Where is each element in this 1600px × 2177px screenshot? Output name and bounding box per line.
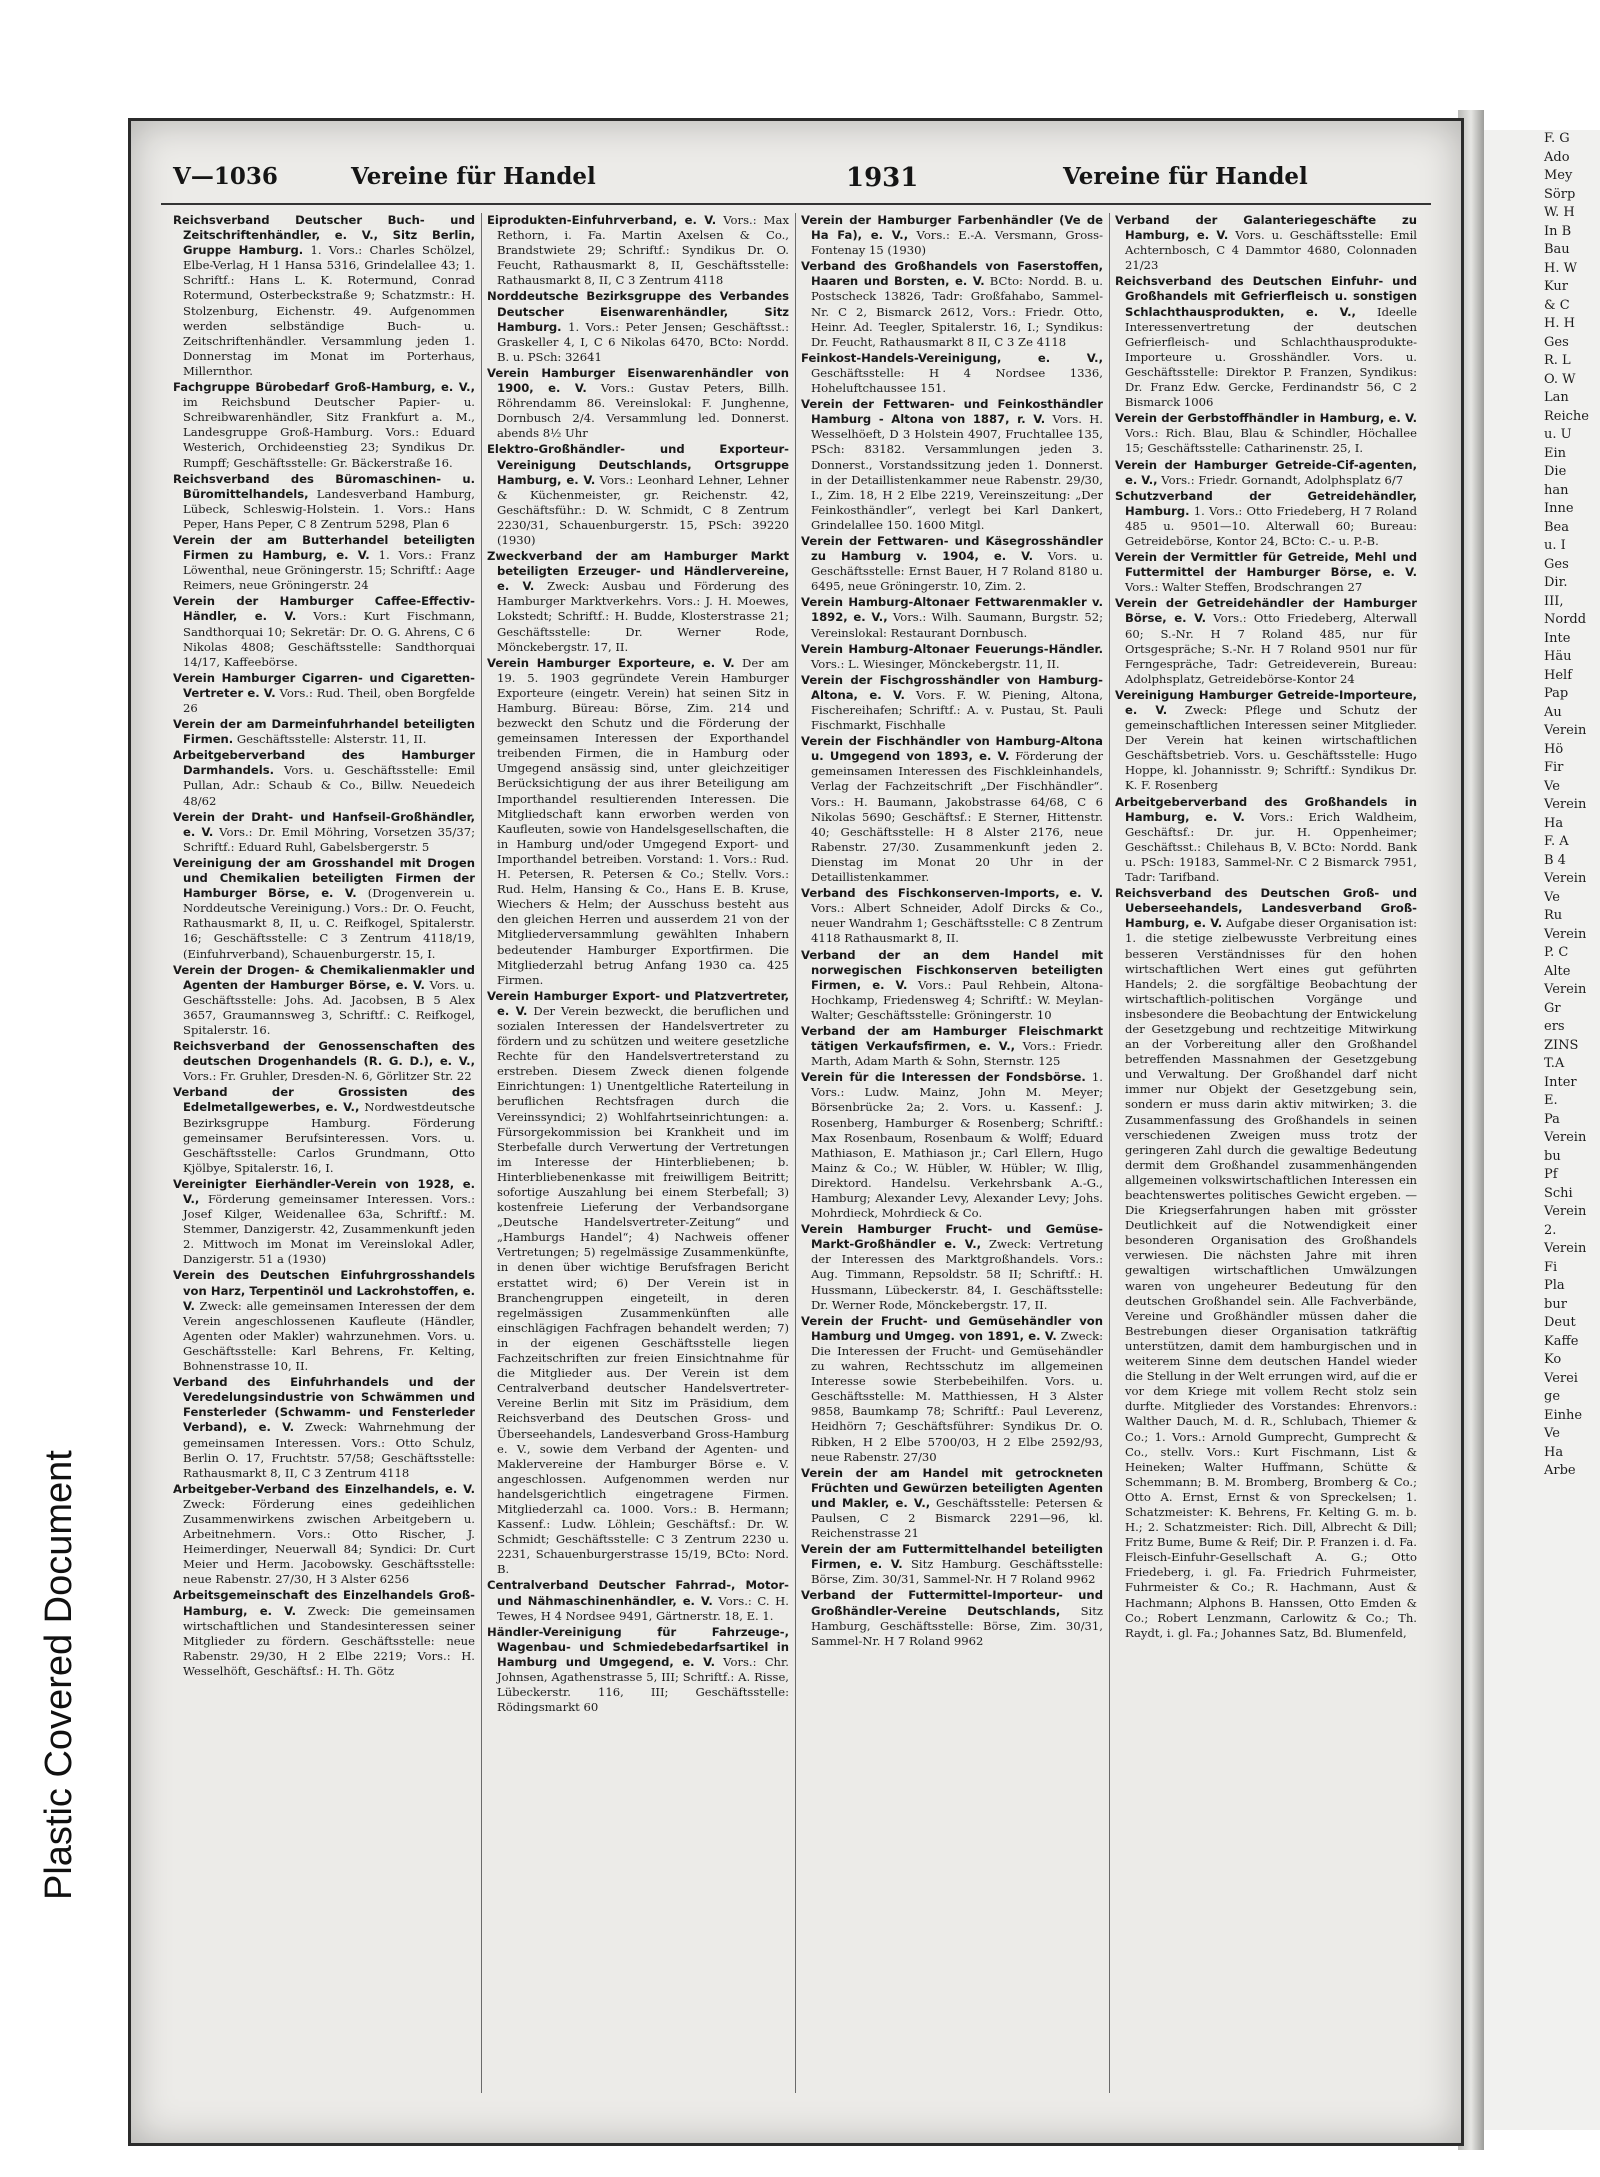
directory-entry: [1115, 886, 1417, 1641]
entry-name: Centralverband Deutscher Fahrrad-, Motor- und Nähmaschinenhändler, e. V.: [487, 1578, 789, 1608]
entry-text: Zweck: alle gemeinsamen Interessen der dem Verein angeschlossenen Kaufleute (Händler, Agenten oder Makler) wahrzunehmen. Vors. u. Geschäftsstelle: Karl Behrens, Fr. Kelting, Bohnenstrasse 10, II.: [183, 1298, 475, 1374]
next-page-line: Einhe: [1544, 1407, 1583, 1423]
directory-entry: [801, 734, 1103, 885]
next-page-line: ZINS: [1544, 1037, 1579, 1053]
directory-entry: [1115, 274, 1417, 410]
entry-text: Vors.: Kurt Fischmann, Sandthorquai 10; Sekretär: Dr. O. G. Ahrens, C 6 Nikolas 4808; Geschäftsstelle: Sandthorquai 14/17, Kaffeebörse.: [183, 609, 475, 669]
entry-text: 1. Vors.: Otto Friedeberg, H 7 Roland 485 u. 9501—10. Alterwall 60; Bureau: Getreidebörse, Kontor 24, BCto: C.- u. P.-B.: [1125, 503, 1417, 548]
directory-entry: [173, 717, 475, 747]
directory-entry: [173, 748, 475, 808]
entry-name: Reichsverband des Deutschen Groß- und Ueberseehandels, Landesverband Groß-Hamburg, e. V.: [1115, 886, 1417, 931]
entry-name: Arbeitgeber-Verband des Einzelhandels, e. V.: [173, 1481, 475, 1496]
entry-name: Verein Hamburg-Altonaer Feuerungs-Händler.: [801, 641, 1103, 656]
directory-entry: [1115, 795, 1417, 886]
next-page-line: Ha: [1544, 815, 1564, 831]
directory-entry: [173, 533, 475, 593]
entry-text: Vors.: Chr. Johnsen, Agathenstrasse 5, III; Schriftf.: A. Risse, Lübeckerstr. 116, III; Geschäftsstelle: Rödingsmarkt 60: [497, 1654, 789, 1715]
directory-entry: [801, 886, 1103, 946]
next-page-line: F. A: [1544, 834, 1569, 849]
entry-text: 1. Vors.: Ludw. Mainz, John M. Meyer; Börsenbrücke 2a; 2. Vors. u. Kassenf.: J. Rosenberg, Hamburger & Rosenberg; Schriftf.: Max Rosenbaum, Rosenbaum & Wolff; Eduard Mathiason, E. Mathiason jr.; Carl Ellern, Hugo Mainz & Co.; W. Hübler, W. Hübler; W. Illig, Direktord. Handelsu. Verkehrsbank A.-G., Hamburg; Alexander Levy, Alexander Levy; Johs. Mohrdieck, Mohrdieck & Co.: [811, 1070, 1103, 1221]
next-page-line: F. G: [1544, 131, 1570, 146]
entry-text: Zweck: Die Interessen der Frucht- und Gemüsehändler zu wahren, Rechtsschutz im allgemeinen Interesse sowie Sterbebeihilfen. Vors. u. Geschäftsstelle: M. Matthiessen, H 3 Alster 9858, Baumkamp 78; Schriftf.: Paul Leverenz, Heidhörn 7; Geschäftsführer: Syndikus Dr. O. Ribken, H 2 Elbe 5700/03, H 2 Elbe 2592/93, neue Rabenstr. 27/30: [811, 1328, 1103, 1464]
entry-text: Zweck: Förderung eines gedeihlichen Zusammenwirkens zwischen Arbeitgebern u. Arbeitnehmern. Vors.: Otto Rischer, J. Heimerdinger, Neuerwall 84; Syndici: Dr. Curt Meier und Herm. Jacobowsky. Geschäftsstelle: neue Rabenstr. 27/30, H 3 Alster 6256: [183, 1496, 475, 1587]
next-page-line: Verein: [1544, 982, 1587, 997]
next-page-line: Bau: [1544, 242, 1570, 257]
entry-name: Norddeutsche Bezirksgruppe des Verbandes Deutscher Eisenwarenhändler, Sitz Hamburg.: [487, 289, 789, 334]
header-year: 1931: [846, 163, 919, 193]
entry-text: Vors. u. Geschäftsstelle: Ernst Bauer, H 7 Roland 8180 u. 6495, neue Gröningerstr. 10, Zim. 2.: [811, 549, 1103, 594]
next-page-fragment: [1484, 130, 1600, 2130]
directory-entry: [173, 1177, 475, 1268]
entry-text: Geschäftsstelle: Petersen & Paulsen, C 2 Bismarck 2291—96, kl. Reichenstrasse 21: [811, 1495, 1103, 1541]
directory-entry: [801, 595, 1103, 640]
entry-name: Verein der Drogen- & Chemikalienmakler und Agenten der Hamburger Börse, e. V.: [173, 962, 475, 992]
entry-name: Verein der Hamburger Getreide-Cif-agenten, e. V.,: [1115, 457, 1417, 487]
directory-entry: [801, 1070, 1103, 1221]
entry-text: Vors.: Albert Schneider, Adolf Dircks & Co., neuer Wandrahm 1; Geschäftsstelle: C 8 Zentrum 4118 Rathausmarkt 8, II.: [811, 901, 1103, 946]
next-page-line: Fi: [1544, 1259, 1558, 1275]
binder-edge: [0, 1255, 30, 1555]
next-page-line: Verein: [1544, 1204, 1587, 1219]
entry-text: Zweck: Wahrnehmung der gemeinsamen Interessen. Vors.: Otto Schulz, Berlin O. 17, Fruchtstr. 57/58; Geschäftsstelle: Rathausmarkt 8, II, C 3 Zentrum 4118: [183, 1420, 475, 1480]
directory-entry: [801, 948, 1103, 1023]
entry-name: Verband des Fischkonserven-Imports, e. V.: [801, 886, 1103, 901]
column-2: [487, 213, 789, 2113]
entry-text: Landesverband Hamburg, Lübeck, Schleswig-Holstein. 1. Vors.: Hans Peper, Hans Peper, C 8 Zentrum 5298, Plan 6: [183, 486, 475, 531]
next-page-line: Ado: [1544, 149, 1570, 165]
column-separator: [481, 213, 482, 2093]
directory-entry: [801, 259, 1103, 350]
entry-name: Zweckverband der am Hamburger Markt beteiligten Erzeuger- und Händlervereine, e. V.: [487, 549, 789, 594]
directory-entry: [173, 1039, 475, 1084]
entry-name: Reichsverband des Büromaschinen- u. Büromittelhandels,: [173, 471, 475, 501]
entry-text: Vors. u. Geschäftsstelle: Emil Achternbosch, C 4 Dammtor 4680, Colonnaden 21/23: [1125, 228, 1417, 273]
entry-text: Zweck: Ausbau und Förderung des Hamburger Marktverkehrs. Vors.: J. H. Moewes, Lokstedt; Schriftf.: H. Budde, Klosterstrasse 21; Geschäftsstelle: Dr. Werner Rode, Mönckebergstr. 17, II.: [497, 579, 789, 654]
entry-text: 1. Vors.: Charles Schölzel, Elbe-Verlag, H 1 Hansa 5316, Grindelallee 43; 1. Schriftf.: Hans L. K. Rotermund, Conrad Rotermund, Osterbeckstraße 9; Schatzmstr.: H. Stolzenburg, Eichenstr. 49. Aufgenommen werden selbständige Buch- u. Zeitschriftenhändler. Versammlung jeden 1. Donnerstag im Monat im Porterhaus, Millernthor.: [183, 243, 475, 378]
next-page-line: Pla: [1544, 1278, 1565, 1293]
directory-entry: [801, 1542, 1103, 1587]
next-page-line: Kaffe: [1544, 1333, 1579, 1349]
entry-text: Vors.: Leonhard Lehner, Lehner & Küchenmeister, gr. Reichenstr. 42, Geschäftsführ.: D. W. Schmidt, C 8 Zentrum 2230/31, Schauenburgerstr. 15, PSch: 39220 (1930): [497, 472, 789, 547]
entry-name: Verein Hamburger Eisenwarenhändler von 1900, e. V.: [487, 365, 789, 396]
entry-name: Fachgruppe Bürobedarf Groß-Hamburg, e. V.,: [173, 380, 475, 395]
entry-name: Verein der Frucht- und Gemüsehändler von Hamburg und Umgeg. von 1891, e. V.: [801, 1313, 1103, 1343]
column-1: [173, 213, 475, 2113]
next-page-line: O. W: [1544, 371, 1576, 387]
next-page-line: Ein: [1544, 445, 1567, 461]
next-page-line: Ko: [1544, 1352, 1562, 1367]
entry-text: Vors.: Gustav Peters, Billh. Röhrendamm 86. Vereinslokal: F. Junghenne, Dornbusch 2/4. Versammlung led. Donnerst. abends 8½ Uhr: [497, 381, 789, 441]
entry-name: Arbeitsgemeinschaft des Einzelhandels Groß-Hamburg, e. V.: [173, 1588, 475, 1618]
entry-name: Arbeitgeberverband des Hamburger Darmhandels.: [173, 748, 475, 778]
next-page-line: Mey: [1544, 168, 1573, 183]
entry-name: Verein Hamburger Cigarren- und Cigaretten-Vertreter e. V.: [173, 670, 475, 700]
entry-text: Vors.: Otto Friedeberg, Alterwall 60; S.-Nr. H 7 Roland 485, nur für Ortsgespräche; S.-Nr. H 7 Roland 9501 nur für Ferngespräche, Tadr: Getreideverein, Bureau: Adolphsplatz, Getreidebörse-Kontor 24: [1125, 611, 1417, 686]
page-header: [161, 163, 1431, 197]
directory-entry: [801, 1024, 1103, 1069]
next-page-line: R. L: [1544, 353, 1571, 368]
entry-name: Arbeitgeberverband des Großhandels in Hamburg, e. V.: [1115, 794, 1417, 824]
directory-entry: [487, 656, 789, 988]
directory-entry: [801, 397, 1103, 533]
directory-entry: [801, 1314, 1103, 1465]
next-page-line: Verein: [1544, 871, 1587, 886]
entry-text: Förderung gemeinsamer Interessen. Vors.: Josef Kilger, Weidenallee 63a, Schriftf.: M. Stemmer, Danzigerstr. 42, Zusammenkunft jeden 2. Mittwoch im Monat im Vereinslokal Adler, Danzigerstr. 51 a (1930): [183, 1192, 475, 1267]
entry-text: Vors.: E.-A. Versmann, Gross-Fontenay 15 (1930): [811, 228, 1103, 258]
next-page-line: Bea: [1544, 519, 1569, 535]
entry-name: Verein der am Futtermittelhandel beteiligten Firmen, e. V.: [801, 1542, 1103, 1572]
page-number: V—1036: [173, 163, 278, 190]
entry-text: Vors.: Wilh. Saumann, Burgstr. 52; Vereinslokal: Restaurant Dornbusch.: [811, 610, 1103, 640]
entry-text: 1. Vors.: Peter Jensen; Geschäftsst.: Graskeller 4, I, C 6 Nikolas 6470, BCto: Nordd. B. u. PSch: 32641: [497, 319, 789, 364]
next-page-line: Ru: [1544, 908, 1563, 923]
entry-text: Vors.: Fr. Gruhler, Dresden-N. 6, Görlitzer Str. 22: [183, 1069, 472, 1084]
next-page-line: Fir: [1544, 760, 1564, 775]
entry-name: Verein der am Darmeinfuhrhandel beteiligten Firmen.: [173, 717, 475, 747]
next-page-line: Sörp: [1544, 186, 1576, 202]
entry-name: Verein der Fischhändler von Hamburg-Altona u. Umgegend von 1893, e. V.: [801, 734, 1103, 764]
entry-name: Verein der Hamburger Caffee-Effectiv-Händler, e. V.: [173, 594, 475, 624]
entry-text: Vors. F. W. Piening, Altona, Fischereihafen; Schriftf.: A. v. Pustau, St. Pauli Fischmarkt, Fischhalle: [811, 687, 1103, 733]
next-page-line: Lan: [1544, 390, 1569, 405]
entry-name: Verein der Vermittler für Getreide, Mehl und Futtermittel der Hamburger Börse, e. V.: [1115, 550, 1417, 580]
directory-entry: [173, 213, 475, 379]
directory-entry: [487, 989, 789, 1578]
entry-text: Vors.: Erich Waldheim, Geschäftsf.: Dr. jur. H. Oppenheimer; Geschäftsst.: Chilehaus B, V. BCto: Nordd. Bank u. PSch: 19183, Sammel-Nr. C 2 Bismarck 7951, Tadr: Tarifband.: [1125, 809, 1417, 885]
next-page-line: Deut: [1544, 1315, 1576, 1330]
next-page-line: bu: [1544, 1148, 1561, 1164]
binder-label: Plastic Covered Document: [38, 1450, 80, 1900]
entry-name: Verein der Hamburger Farbenhändler (Ve de Ha Fa), e. V.,: [801, 213, 1103, 243]
next-page-line: Gr: [1544, 1000, 1561, 1016]
directory-entry: [487, 442, 789, 548]
next-page-line: Verein: [1544, 926, 1587, 942]
directory-entry: [801, 351, 1103, 396]
entry-name: Verein der Fettwaren- und Feinkosthändler Hamburg - Altona von 1887, r. V.: [801, 397, 1103, 427]
entry-name: Reichsverband Deutscher Buch- und Zeitschriftenhändler, e. V., Sitz Berlin, Gruppe Hamburg.: [173, 213, 475, 258]
directory-entry: [801, 642, 1103, 672]
column-4: [1115, 213, 1417, 2113]
entry-text: Ideelle Interessenvertretung der deutschen Gefrierfleisch- und Schlachthausprodukte-Importeure u. Grosshändler. Vors. u. Geschäftsstelle: Direktor P. Franzen, Syndikus: Dr. Franz Edw. Gercke, Ferdinandstr 56, C 2 Bismarck 1006: [1125, 304, 1417, 410]
next-page-line: Verei: [1544, 1370, 1578, 1386]
entry-text: Vors.: L. Wiesinger, Mönckebergstr. 11, II.: [811, 656, 1060, 671]
entry-text: Nordwestdeutsche Bezirksgruppe Hamburg. Förderung gemeinsamer Berufsinteressen. Vors. u. Geschäftsstelle: Carlos Grundmann, Otto Kjölbye, Spitalerstr. 16, I.: [183, 1100, 475, 1175]
next-page-line: & C: [1544, 297, 1570, 313]
entry-text: Zweck: Vertretung der Interessen des Marktgroßhandels. Vors.: Aug. Timmann, Repsoldstr. 58 II; Schriftf.: H. Hussmann, Lübeckerstr. 84, I. Geschäftsstelle: Dr. Werner Rode, Mönckebergstr. 17, II.: [811, 1237, 1103, 1312]
entry-text: Vors.: Friedr. Marth, Adam Marth & Sohn, Sternstr. 125: [811, 1039, 1103, 1069]
next-page-line: Ve: [1544, 889, 1560, 905]
entry-text: Vors. u. Geschäftsstelle: Emil Pullan, Adr.: Schaub & Co., Billw. Neuedeich 48/62: [183, 763, 475, 808]
next-page-line: Ve: [1544, 1426, 1560, 1441]
header-left-title: Vereine für Handel: [351, 163, 596, 190]
entry-name: Verein Hamburger Export- und Platzvertreter, e. V.: [487, 988, 789, 1018]
entry-name: Feinkost-Handels-Vereinigung, e. V.,: [801, 350, 1103, 365]
column-separator: [795, 213, 796, 2093]
next-page-line: B 4: [1544, 852, 1566, 868]
entry-name: Verband der Grossisten des Edelmetallgewerbes, e. V.,: [173, 1085, 475, 1115]
entry-name: Verband des Großhandels von Faserstoffen, Haaren und Borsten, e. V.: [801, 259, 1103, 289]
header-right-title: Vereine für Handel: [1063, 163, 1308, 190]
entry-text: Vors. H. Wesselhöeft, D 3 Holstein 4907, Fruchtallee 135, PSch: 83182. Versammlungen jeden 3. Donnerst., Vorstandssitzung jeden 1. Donnerst. in der Detaillistenkammer neue Rabenstr. 29/30, I., Zim. 18, H 2 Elbe 2219, Vereinszeitung: „Der Feinkosthändler“, verlegt bei Karl Dankert, Grindelallee 150. 1600 Mitgl.: [811, 412, 1103, 532]
next-page-line: Helf: [1544, 667, 1572, 683]
entry-text: Vors. u. Geschäftsstelle: Johs. Ad. Jacobsen, B 5 Alex 3657, Graumannsweg 3, Schriftf.: C. Reifkogel, Spitalerstr. 16.: [183, 977, 475, 1037]
entry-name: Vereinigung Hamburger Getreide-Importeure, e. V.: [1115, 687, 1417, 717]
entry-name: Verein der Draht- und Hanfseil-Großhändler, e. V.: [173, 809, 475, 839]
directory-entry: [801, 534, 1103, 594]
next-page-line: Inte: [1544, 630, 1571, 646]
next-page-line: Au: [1544, 704, 1562, 720]
next-page-line: bur: [1544, 1296, 1567, 1312]
next-page-line: III,: [1544, 593, 1564, 609]
column-3: [801, 213, 1103, 2113]
entry-name: Verband des Einfuhrhandels und der Veredelungsindustrie von Schwämmen und Fensterleder (Schwamm- und Fensterleder Verband), e. V.: [173, 1375, 475, 1435]
entry-name: Verband der Futtermittel-Importeur- und Großhändler-Vereine Deutschlands,: [801, 1588, 1103, 1618]
next-page-line: u. U: [1544, 427, 1572, 442]
directory-entry: [173, 1482, 475, 1588]
next-page-line: In B: [1544, 223, 1572, 239]
entry-name: Verein der Fettwaren- und Käsegrosshändler zu Hamburg v. 1904, e. V.: [801, 533, 1103, 564]
entry-text: Vors.: Walter Steffen, Brodschrangen 27: [1125, 580, 1363, 595]
next-page-line: Hö: [1544, 741, 1564, 757]
next-page-line: Pa: [1544, 1111, 1560, 1127]
entry-text: Vors.: Max Rethorn, i. Fa. Martin Axelsen & Co., Brandstwiete 29; Schriftf.: Syndikus Dr. O. Feucht, Rathausmarkt 8, II, Geschäftsstelle: Rathausmarkt 8, II, C 3 Zentrum 4118: [497, 213, 789, 288]
directory-entry: [1115, 213, 1417, 273]
entry-name: Verein für die Interessen der Fondsbörse.: [801, 1070, 1086, 1085]
entry-text: Vors.: Friedr. Gornandt, Adolphsplatz 6/7: [1157, 472, 1404, 487]
entry-text: Vors.: Paul Rehbein, Altona-Hochkamp, Friedensweg 4; Schriftf.: W. Meylan-Walter; Geschäftsstelle: Gröningerstr. 10: [811, 977, 1103, 1022]
next-page-line: ers: [1544, 1019, 1565, 1034]
entry-text: BCto: Nordd. B. u. Postscheck 13826, Tadr: Großfahabo, Sammel-Nr. C 2, Bismarck 2612, Vors.: Friedr. Otto, Heinr. Ad. Teegler, Spitalerstr. 16, I.; Syndikus: Dr. Feucht, Rathausmarkt 8 II, C 3 Ze 4118: [811, 274, 1103, 349]
entry-text: Vors.: Dr. Emil Möhring, Vorsetzen 35/37; Schriftf.: Eduard Ruhl, Gabelsbergerstr. 5: [183, 824, 475, 854]
next-page-line: han: [1544, 482, 1569, 498]
entry-name: Verein Hamburg-Altonaer Fettwarenmakler v. 1892, e. V.,: [801, 595, 1103, 625]
next-page-line: Schi: [1544, 1185, 1573, 1201]
directory-entry: [1115, 688, 1417, 794]
directory-entry: [801, 213, 1103, 258]
directory-entry: [487, 549, 789, 655]
entry-text: 1. Vors.: Franz Löwenthal, neue Gröningerstr. 15; Schriftf.: Aage Reimers, neue Gröningerstr. 24: [183, 548, 475, 593]
directory-entry: [173, 1375, 475, 1481]
directory-entry: [173, 472, 475, 532]
next-page-line: Nordd: [1544, 612, 1587, 627]
entry-text: Sitz Hamburg, Geschäftsstelle: Börse, Zim. 30/31, Sammel-Nr. H 7 Roland 9962: [811, 1603, 1103, 1648]
next-page-line: Dir.: [1544, 575, 1568, 590]
next-page-line: H. H: [1544, 316, 1575, 331]
next-page-line: W. H: [1544, 205, 1575, 220]
next-page-line: T.A: [1544, 1056, 1565, 1071]
directory-entry: [173, 594, 475, 669]
entry-name: Verein der Fischgrosshändler von Hamburg-Altona, e. V.: [801, 672, 1103, 702]
entry-text: Sitz Hamburg. Geschäftsstelle: Börse, Zim. 30/31, Sammel-Nr. H 7 Roland 9962: [811, 1557, 1103, 1587]
directory-entry: [173, 1588, 475, 1679]
next-page-line: Pf: [1544, 1167, 1558, 1182]
entry-text: Vors.: C. H. Tewes, H 4 Nordsee 9491, Gärtnerstr. 18, E. 1.: [497, 1593, 789, 1623]
next-page-line: Ve: [1544, 778, 1560, 794]
next-page-line: Verein: [1544, 1241, 1587, 1256]
entry-name: Verein Hamburger Frucht- und Gemüse-Markt-Großhändler e. V.,: [801, 1222, 1103, 1252]
next-page-line: Alte: [1544, 963, 1571, 979]
directory-entry: [173, 1085, 475, 1176]
next-page-line: Inter: [1544, 1074, 1577, 1090]
directory-entry: [173, 1268, 475, 1374]
entry-text: Geschäftsstelle: H 4 Nordsee 1336, Hoheluftchaussee 151.: [811, 365, 1103, 396]
next-page-line: Ges: [1544, 334, 1569, 350]
entry-name: Verein der am Handel mit getrockneten Früchten und Gewürzen beteiligten Agenten und Makler, e. V.,: [801, 1465, 1103, 1510]
entry-text: Vors.: Rich. Blau, Blau & Schindler, Höchallee 15; Geschäftsstelle: Catharinenstr. 25, I.: [1125, 426, 1417, 456]
directory-entry: [487, 1625, 789, 1716]
directory-entry: [1115, 489, 1417, 549]
directory-entry: [487, 1578, 789, 1623]
entry-name: Vereinigung der am Grosshandel mit Drogen und Chemikalien beteiligten Firmen der Hamburger Börse, e. V.: [173, 855, 475, 901]
directory-entry: [1115, 550, 1417, 595]
directory-entry: [173, 810, 475, 855]
entry-text: Der am 19. 5. 1903 gegründete Verein Hamburger Exporteure (eingetr. Verein) hat seinen Sitz in Hamburg. Büreau: Börse, Zim. 214 und bezweckt den Schutz und die Förderung der gemeinsamen Interessen der Exporthandel treibenden Firmen, die in Hamburg oder Umgegend ansässig sind, unter gleichzeitiger Berücksichtigung der aus ihrer Beteiligung am Importhandel resultierenden Interessen. Die Mitgliedschaft kann erworben werden von Kaufleuten, sowie von Handelsgesellschaften, die in Hamburg und/oder Umgegend Export- und Importhandel betreiben. Vorstand: 1. Vors.: Rud. H. Petersen, R. Petersen & Co.; Stellv. Vors.: Rud. Helm, Hansing & Co., Hans E. B. Kruse, Wiechers & Helm; der Ausschuss besteht aus den gleichen Herren und ausserdem 21 von der Mitgliederversammlung gewählten Inhabern bedeutender Hamburger Exportfirmen. Die Mitgliederzahl betrug Anfang 1930 ca. 425 Firmen.: [497, 655, 789, 987]
directory-entry: [801, 1222, 1103, 1313]
next-page-line: P. C: [1544, 945, 1569, 960]
next-page-line: u. I: [1544, 538, 1566, 553]
entry-name: Verband der am Hamburger Fleischmarkt tätigen Verkaufsfirmen, e. V.,: [801, 1023, 1103, 1054]
entry-name: Vereinigter Eierhändler-Verein von 1928, e. V.,: [173, 1176, 475, 1206]
entry-text: Zweck: Pflege und Schutz der gemeinschaftlichen Interessen seiner Mitglieder. Der Verein hat keinen wirtschaftlichen Geschäftsbetrieb. Vors. u. Geschäftsstelle: Hugo Hoppe, kl. Johannisstr. 9; Schriftf.: Syndikus Dr. K. F. Rosenberg: [1125, 703, 1417, 793]
next-page-line: Verein: [1544, 797, 1587, 812]
next-page-line: 2.: [1544, 1222, 1557, 1238]
entry-text: (Drogenverein u. Norddeutsche Vereinigung.) Vors.: Dr. O. Feucht, Rathausmarkt 8, II, u. C. Reifkogel, Spitalerstr. 16; Geschäftsstelle: C 3 Zentrum 4118/19, (Einfuhrverband), Schauenburgerstr. 15, I.: [183, 886, 475, 961]
directory-entry: [487, 289, 789, 364]
directory-entry: [801, 673, 1103, 733]
directory-entry: [173, 963, 475, 1038]
directory-entry: [487, 366, 789, 441]
next-page-line: ge: [1544, 1389, 1561, 1404]
next-page-line: Die: [1544, 464, 1567, 479]
entry-text: Vors.: Rud. Theil, oben Borgfelde 26: [183, 685, 475, 715]
column-separator: [1109, 213, 1110, 2093]
directory-entry: [1115, 411, 1417, 456]
entry-name: Reichsverband der Genossenschaften des deutschen Drogenhandels (R. G. D.), e. V.,: [173, 1039, 475, 1069]
directory-entry: [487, 213, 789, 288]
next-page-line: Ges: [1544, 556, 1569, 572]
entry-name: Eiprodukten-Einfuhrverband, e. V.: [487, 213, 717, 227]
next-page-line: Arbe: [1544, 1463, 1576, 1478]
directory-entry: [173, 671, 475, 716]
directory-entry: [1115, 458, 1417, 488]
entry-name: Verband der Galanteriegeschäfte zu Hamburg, e. V.: [1115, 213, 1417, 243]
entry-name: Verein der Getreidehändler der Hamburger Börse, e. V.: [1115, 596, 1417, 626]
next-page-line: Häu: [1544, 649, 1572, 664]
entry-name: Elektro-Großhändler- und Exporteur-Vereinigung Deutschlands, Ortsgruppe Hamburg, e. V.: [487, 442, 789, 487]
next-page-line: Pap: [1544, 686, 1569, 701]
directory-entry: [1115, 596, 1417, 687]
entry-text: Aufgabe dieser Organisation ist: 1. die stetige zielbewusste Verbreitung eines besseren Verständnisses für den hohen wirtschaftlichen Wert eines gut geführten Handels; 2. die sorgfältige Beobachtung der wirtschaftlich-politischen Vorgänge und insbesondere die Beobachtung der Entwickelung der Gesetzgebung und rechtzeitige Mitwirkung an der Vorbereitung aller den Großhandel betreffenden Massnahmen der Gesetzgebung und Verwaltung. Der Großhandel darf nicht immer nur Objekt der Gesetzgebung sein, sondern er muss darin aktiv mitwirken; 3. die Zusammenfassung des Großhandels in seinen verschiedenen Zweigen muss trotz der geringeren Zahl durch die gewaltige Bedeutung dermit dem Großhandel zusammenhängenden allgemeinen volkswirtschaftlichen Interessen ein beachtenswertes politisches Gewicht ergeben. — Die Kriegserfahrungen haben mit grösster Deutlichkeit auf die Notwendigkeit einer besonderen Organisation des Großhandels verwiesen. Die nächsten Jahre mit ihren gewaltigen wirtschaftlichen Umwälzungen waren von ungeheurer Bedeutung für den deutschen Großhandel sein. Alle Fachverbände, Vereine und Großhändler müssen daher die Bestrebungen dieser Organisation tatkräftig unterstützen, damit dem hamburgischen und in weiterem Sinne dem deutschen Handel wieder die Stellung in der Welt errungen wird, auf die er vor dem Kriege mit vollem Recht stolz sein durfte. Mitglieder des Vorstandes: Ehrenvors.: Walther Dauch, M. d. R., Schlubach, Thiemer & Co.; 1. Vors.: Arnold Gumprecht, Gumprecht & Co., stellv. Vors.: Kurt Fischmann, List & Heineken; Walter Huffmann, Schütte & Schemmann; B. M. Bromberg, Bromberg & Co.; Otto A. Ernst, Ernst & von Spreckelsen; 1. Schatzmeister: K. Behrens, Fr. Kelting G. m. b. H.; 2. Schatzmeister: Rich. Dill, Albrecht & Dill; Fritz Bume, Bume & Reif; Dir. P. Franzen i. d. Fa. Fleisch-Einfuhr-Gesellschaft A. G.; Otto Friedeberg, i. gl. Fa. Friedrich Fuhrmeister, Fuhrmeister & Co.; R. Hachmann, Aust & Hachmann; Alphons B. Hanssen, Otto Emden & Co.; Robert Lenzmann, Carlowitz & Co.; Th. Raydt, i. gl. Fa.; Johannes Satz, Bd. Blumenfeld,: [1125, 916, 1417, 1640]
header-rule: [161, 203, 1431, 205]
next-page-line: Verein: [1544, 723, 1587, 738]
directory-entry: [801, 1588, 1103, 1648]
entry-name: Händler-Vereinigung für Fahrzeuge-, Wagenbau- und Schmiedebedarfsartikel in Hamburg und Umgegend, e. V.: [487, 1624, 789, 1669]
entry-name: Verband der an dem Handel mit norwegischen Fischkonserven beteiligten Firmen, e. V.: [801, 947, 1103, 992]
directory-entry: [173, 856, 475, 962]
entry-name: Verein der am Butterhandel beteiligten Firmen zu Hamburg, e. V.: [173, 532, 475, 563]
next-page-line: Verein: [1544, 1130, 1587, 1145]
entry-name: Verein der Gerbstoffhändler in Hamburg, e. V.: [1115, 411, 1417, 426]
next-page-line: E.: [1544, 1093, 1558, 1108]
entry-name: Verein des Deutschen Einfuhrgrosshandels von Harz, Terpentinöl und Lackrohstoffen, e. V.: [173, 1268, 475, 1313]
directory-page: [128, 118, 1464, 2146]
entry-name: Reichsverband des Deutschen Einfuhr- und Großhandels mit Gefrierfleisch u. sonstigen Schlachthausprodukten, e. V.,: [1115, 274, 1417, 319]
entry-columns: [173, 213, 1423, 2113]
directory-entry: [801, 1466, 1103, 1541]
next-page-line: H. W: [1544, 260, 1577, 276]
next-page-line: Ha: [1544, 1444, 1564, 1460]
entry-text: Förderung der gemeinsamen Interessen des Fischkleinhandels, Verlag der Fachzeitschrift „Der Fischhändler“. Vors.: H. Baumann, Jakobstrasse 64/68, C 6 Nikolas 5690; Geschäftsf.: E Sterner, Hittenstr. 40; Geschäftsstelle: H 8 Alster 2176, neue Rabenstr. 27/30. Zusammenkunft jeden 2. Dienstag im Monat 20 Uhr in der Detaillistenkammer.: [811, 749, 1103, 885]
directory-entry: [173, 380, 475, 471]
entry-text: Zweck: Die gemeinsamen wirtschaftlichen und Standesinteressen seiner Mitglieder zu fördern. Geschäftsstelle: neue Rabenstr. 29/30, H 2 Elbe 2219; Vors.: H. Wesselhöft, Geschäftsf.: H. Th. Götz: [183, 1603, 475, 1678]
entry-text: Geschäftsstelle: Alsterstr. 11, II.: [233, 732, 427, 747]
next-page-line: Reiche: [1544, 408, 1589, 424]
entry-name: Verein Hamburger Exporteure, e. V.: [487, 655, 735, 670]
next-page-line: Kur: [1544, 279, 1569, 294]
next-page-line: Inne: [1544, 501, 1574, 516]
entry-text: im Reichsbund Deutscher Papier- u. Schreibwarenhändler, Sitz Frankfurt a. M., Landesgruppe Groß-Hamburg. Vors.: Eduard Westerich, Orchideenstieg 23; Syndikus Dr. Rumpff; Geschäftsstelle: Gr. Bäckerstraße 16.: [183, 395, 475, 470]
entry-name: Schutzverband der Getreidehändler, Hamburg.: [1115, 488, 1417, 518]
entry-text: Der Verein bezweckt, die beruflichen und sozialen Interessen der Handelsvertreter zu fördern und zu schützen und weitere gesetzliche Rechte für den Handelsvertreterstand zu erstreben. Diesem Zweck dienen folgende Einrichtungen: 1) Unentgeltliche Raterteilung in beruflichen Rechtsfragen durch die Vereinssyndici; 2) Wohlfahrtseinrichtungen: a. Fürsorgekommission bei Krankheit und im Sterbefalle durch Verwertung der Vertretungen im Interesse der Hinterbliebenen; b. Hinterbliebenenkasse mit freiwilligem Beitritt; sofortige Auszahlung bei einem Sterbefall; 3) kostenfreie Lieferung der Verbandsorgane „Deutsche Handelsvertreter-Zeitung“ und „Hamburgs Handel“; 4) Nachweis offener Vertretungen; 5) regelmässige Zusammenkünfte, in denen über wichtige Berufsfragen Bericht erstattet wird; 6) Der Verein ist in Branchengruppen eingeteilt, in deren regelmässigen Zusammenkünften alle einschlägigen Fachfragen behandelt werden; 7) in der eigenen Geschäftsstelle liegen Fachzeitschriften zur freien Einsichtnahme für die Mitglieder aus. Der Verein ist dem Centralverband deutscher Handelsvertreter-Vereine Berlin mit Sitz im Präsidium, dem Reichsverband des Deutschen Gross- und Überseehandels, Landesverband Gross-Hamburg e. V., sowie dem Verband der Agenten- und Maklervereine der Hamburger Börse e. V. angeschlossen. Aufgenommen werden nur handelsgerichtlich eingetragene Firmen. Mitgliederzahl ca. 1000. Vors.: B. Hermann; Kassenf.: Ludw. Löhlein; Geschäftsf.: Dr. W. Schmidt; Geschäftsstelle: C 3 Zentrum 2230 u. 2231, Schauenburgerstrasse 15/19, BCto: Nord. B.: [497, 1003, 789, 1577]
